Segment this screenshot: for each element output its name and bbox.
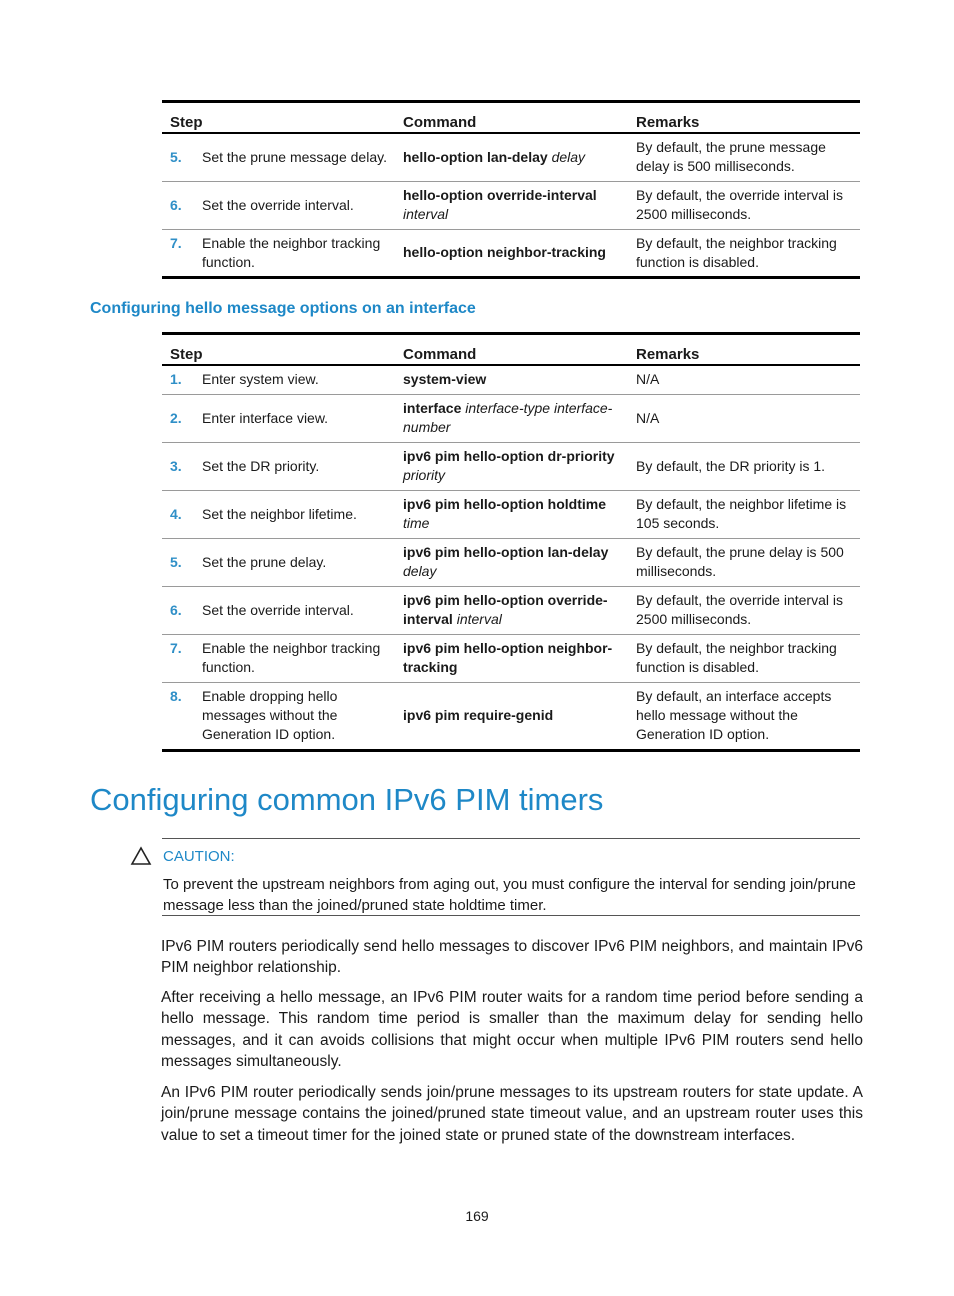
body-paragraph: An IPv6 PIM router periodically sends join/prune messages to its upstream routers for state update. A join/prune message contains the joined/pruned state timeout value, and an upstream router uses this value to set a timeout timer for the joined state or pruned state of the downstream interfaces. — [161, 1084, 863, 1144]
step-text: Set the prune delay. — [202, 553, 327, 570]
command-keyword: interface — [403, 400, 462, 416]
header-step: Step — [162, 334, 395, 366]
section-title: Configuring common IPv6 PIM timers — [90, 782, 604, 817]
step-number: 3. — [170, 457, 182, 474]
remarks-cell: By default, the prune message delay is 500 milliseconds. — [628, 133, 860, 181]
command-keyword: ipv6 pim hello-option dr-priority — [403, 448, 615, 464]
command-cell — [395, 634, 628, 682]
header-remarks: Remarks — [628, 334, 860, 366]
command-keyword: hello-option override-interval — [403, 187, 597, 203]
remarks-cell: By default, the override interval is 2500 milliseconds. — [628, 586, 860, 634]
command-keyword: ipv6 pim hello-option override-interval — [403, 592, 608, 627]
command-cell — [395, 229, 628, 277]
header-remarks: Remarks — [628, 102, 860, 134]
caution-text: To prevent the upstream neighbors from aging out, you must configure the interval for sending join/prune message less than the joined/pruned state holdtime timer. — [163, 876, 856, 914]
step-number: 8. — [170, 688, 182, 704]
step-text: Set the override interval. — [202, 601, 354, 618]
step-number: 2. — [170, 409, 182, 426]
table-row — [162, 442, 860, 490]
step-number: 7. — [170, 234, 182, 251]
page-number: 169 — [465, 1208, 489, 1224]
step-text: Enter interface view. — [202, 409, 329, 426]
body-paragraph: After receiving a hello message, an IPv6 PIM router waits for a random time period before sending a hello message. This random time period is smaller than the maximum delay for sending hello messages, and it can avoids collisions that might occur when multiple IPv6 PIM routers send hello messages simultaneously. — [161, 989, 863, 1070]
command-argument: delay — [403, 563, 437, 579]
command-argument: interval — [403, 206, 449, 222]
command-keyword: ipv6 pim hello-option neighbor-tracking — [403, 640, 613, 675]
command-argument: priority — [403, 467, 446, 483]
header-step: Step — [162, 102, 395, 134]
command-cell — [395, 490, 628, 538]
command-table-1 — [162, 100, 860, 279]
remarks-cell: By default, the neighbor tracking function is disabled. — [628, 229, 860, 277]
command-keyword: ipv6 pim require-genid — [403, 707, 554, 723]
step-number: 4. — [170, 505, 182, 522]
command-table-2 — [162, 332, 860, 752]
caution-top-rule — [162, 838, 860, 839]
step-number: 7. — [170, 640, 182, 656]
remarks-cell: By default, the DR priority is 1. — [628, 442, 860, 490]
table-row — [162, 181, 860, 229]
table-row — [162, 586, 860, 634]
remarks-cell: N/A — [628, 394, 860, 442]
step-number: 5. — [170, 148, 182, 165]
header-command: Command — [395, 102, 628, 134]
command-argument: interface-type interface-number — [403, 400, 613, 435]
command-keyword: system-view — [403, 371, 487, 388]
table-header-row — [162, 334, 860, 366]
step-text: Set the neighbor lifetime. — [202, 505, 357, 522]
table-header-row — [162, 102, 860, 134]
table-row — [162, 538, 860, 586]
command-cell — [395, 133, 628, 181]
step-number: 6. — [170, 196, 182, 213]
caution-label: CAUTION: — [163, 848, 235, 865]
table-row — [162, 365, 860, 394]
step-number: 1. — [170, 371, 182, 388]
table-row — [162, 133, 860, 181]
command-argument: interval — [456, 611, 502, 627]
step-number: 6. — [170, 601, 182, 618]
remarks-cell: N/A — [628, 365, 860, 394]
remarks-cell: By default, the override interval is 2500 milliseconds. — [628, 181, 860, 229]
remarks-cell: By default, the prune delay is 500 milliseconds. — [628, 538, 860, 586]
step-text: Enable the neighbor tracking function. — [202, 234, 381, 270]
subsection-heading: Configuring hello message options on an interface — [90, 300, 476, 317]
step-text: Set the override interval. — [202, 196, 354, 213]
command-cell — [395, 365, 628, 394]
remarks-cell: By default, the neighbor lifetime is 105 seconds. — [628, 490, 860, 538]
command-keyword: hello-option neighbor-tracking — [403, 244, 606, 260]
command-argument: time — [403, 515, 430, 531]
table-row — [162, 229, 860, 277]
command-argument: delay — [551, 148, 586, 165]
command-cell — [395, 682, 628, 750]
command-cell — [395, 181, 628, 229]
command-cell — [395, 394, 628, 442]
header-command: Command — [395, 334, 628, 366]
table-row — [162, 682, 860, 750]
remarks-cell: By default, an interface accepts hello message without the Generation ID option. — [628, 682, 860, 750]
caution-bottom-rule — [162, 915, 860, 916]
table-row — [162, 634, 860, 682]
body-paragraph: IPv6 PIM routers periodically send hello messages to discover IPv6 PIM neighbors, and maintain IPv6 PIM neighbor relationship. — [161, 938, 863, 977]
command-cell — [395, 538, 628, 586]
command-keyword: ipv6 pim hello-option lan-delay — [403, 544, 609, 560]
command-keyword: ipv6 pim hello-option holdtime — [403, 496, 606, 512]
step-text: Enable the neighbor tracking function. — [202, 640, 381, 675]
command-keyword: hello-option lan-delay — [403, 148, 548, 165]
step-text: Set the DR priority. — [202, 457, 320, 474]
command-cell — [395, 586, 628, 634]
step-number: 5. — [170, 553, 182, 570]
step-text: Set the prune message delay. — [202, 148, 387, 165]
warning-triangle-icon — [130, 846, 152, 866]
step-text: Enter system view. — [202, 371, 319, 388]
command-cell — [395, 442, 628, 490]
table-row — [162, 490, 860, 538]
remarks-cell: By default, the neighbor tracking function is disabled. — [628, 634, 860, 682]
step-text: Enable dropping hello messages without the Generation ID option. — [202, 688, 338, 742]
table-row — [162, 394, 860, 442]
